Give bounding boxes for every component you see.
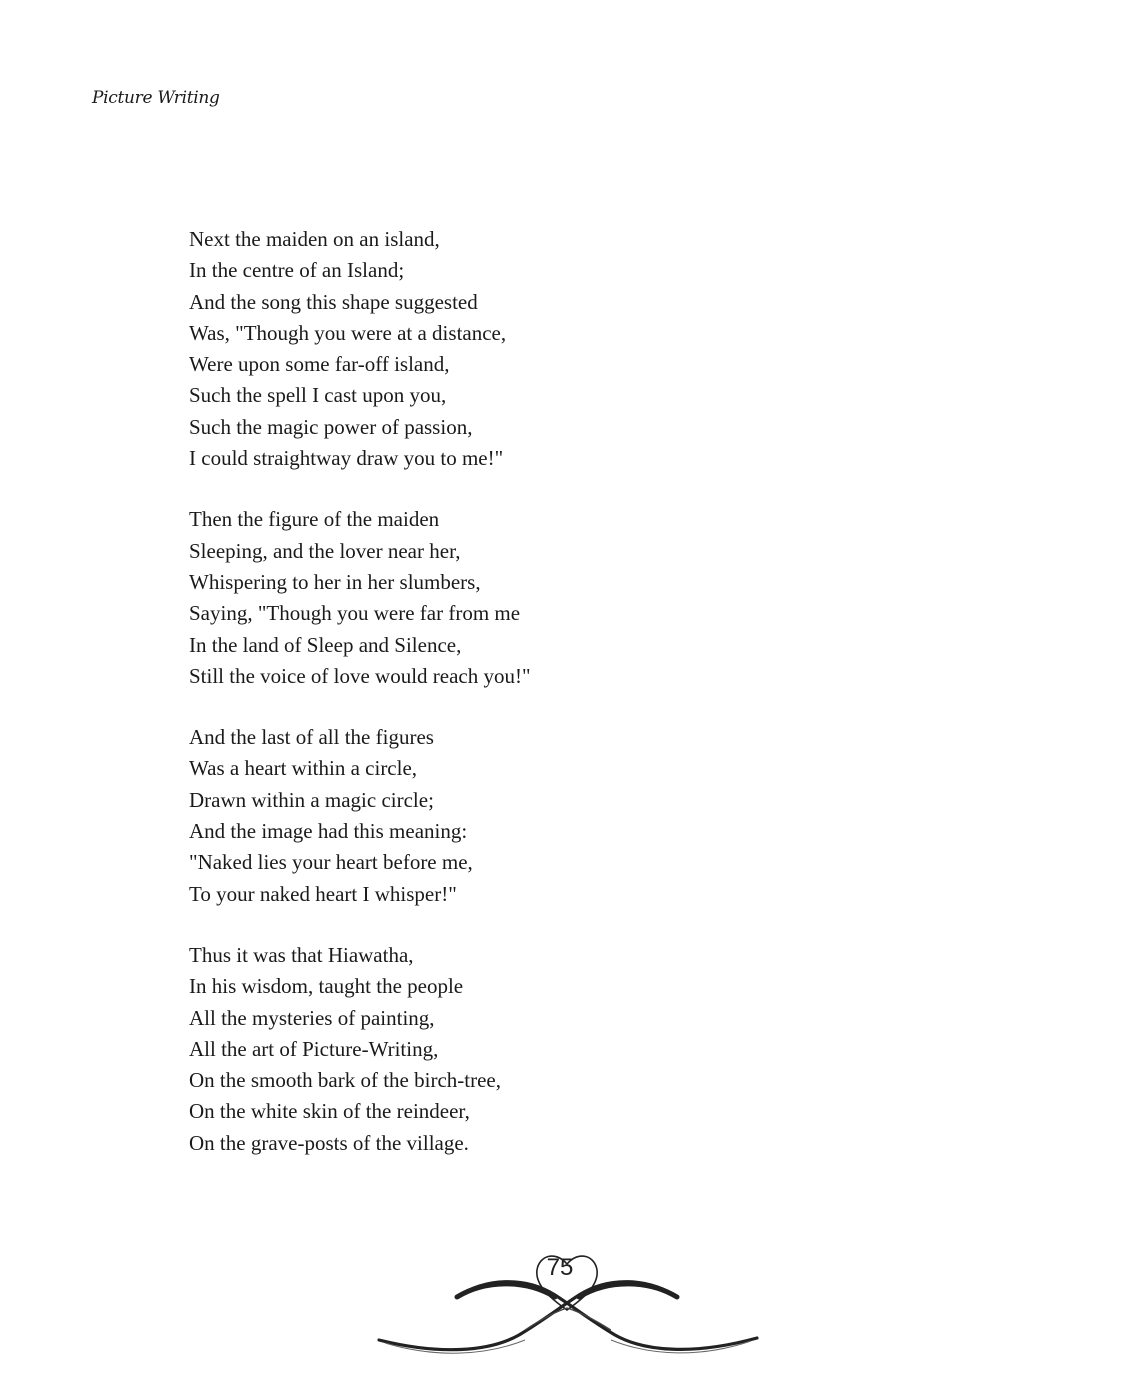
- running-title: Picture Writing: [92, 88, 220, 108]
- poem-line: I could straightway draw you to me!": [189, 446, 504, 471]
- poem-body: [189, 224, 531, 1159]
- poem-line: Was, "Though you were at a distance,: [189, 320, 507, 345]
- poem-line: All the art of Picture-Writing,: [189, 1036, 439, 1061]
- page-number: 75: [546, 1254, 574, 1281]
- stanza-1: [189, 224, 531, 474]
- poem-line: Was a heart within a circle,: [189, 756, 418, 781]
- stanza-3: [189, 722, 531, 910]
- poem-line: Drawn within a magic circle;: [189, 787, 434, 812]
- poem-line: To your naked heart I whisper!": [189, 881, 457, 906]
- poem-line: Thus it was that Hiawatha,: [189, 942, 414, 967]
- stanza-4: [189, 940, 531, 1159]
- poem-line: Were upon some far-off island,: [189, 352, 450, 377]
- poem-line: Sleeping, and the lover near her,: [189, 538, 461, 563]
- poem-line: Then the figure of the maiden: [189, 507, 440, 532]
- poem-line: Such the magic power of passion,: [189, 414, 473, 439]
- poem-line: On the white skin of the reindeer,: [189, 1099, 470, 1124]
- poem-line: And the image had this meaning:: [189, 819, 468, 844]
- poem-line: In the land of Sleep and Silence,: [189, 632, 462, 657]
- poem-line: And the song this shape suggested: [189, 289, 478, 314]
- poem-line: On the grave-posts of the village.: [189, 1130, 469, 1155]
- poem-line: In his wisdom, taught the people: [189, 974, 464, 999]
- poem-line: Whispering to her in her slumbers,: [189, 569, 481, 594]
- poem-line: And the last of all the figures: [189, 725, 434, 750]
- poem-line: Saying, "Though you were far from me: [189, 601, 521, 626]
- poem-line: Still the voice of love would reach you!": [189, 663, 531, 688]
- poem-line: On the smooth bark of the birch-tree,: [189, 1068, 501, 1093]
- poem-line: Next the maiden on an island,: [189, 227, 440, 251]
- poem-line: Such the spell I cast upon you,: [189, 383, 447, 408]
- poem-line: All the mysteries of painting,: [189, 1005, 435, 1030]
- poem-line: In the centre of an Island;: [189, 258, 405, 283]
- stanza-2: [189, 504, 531, 692]
- poem-line: "Naked lies your heart before me,: [189, 850, 473, 875]
